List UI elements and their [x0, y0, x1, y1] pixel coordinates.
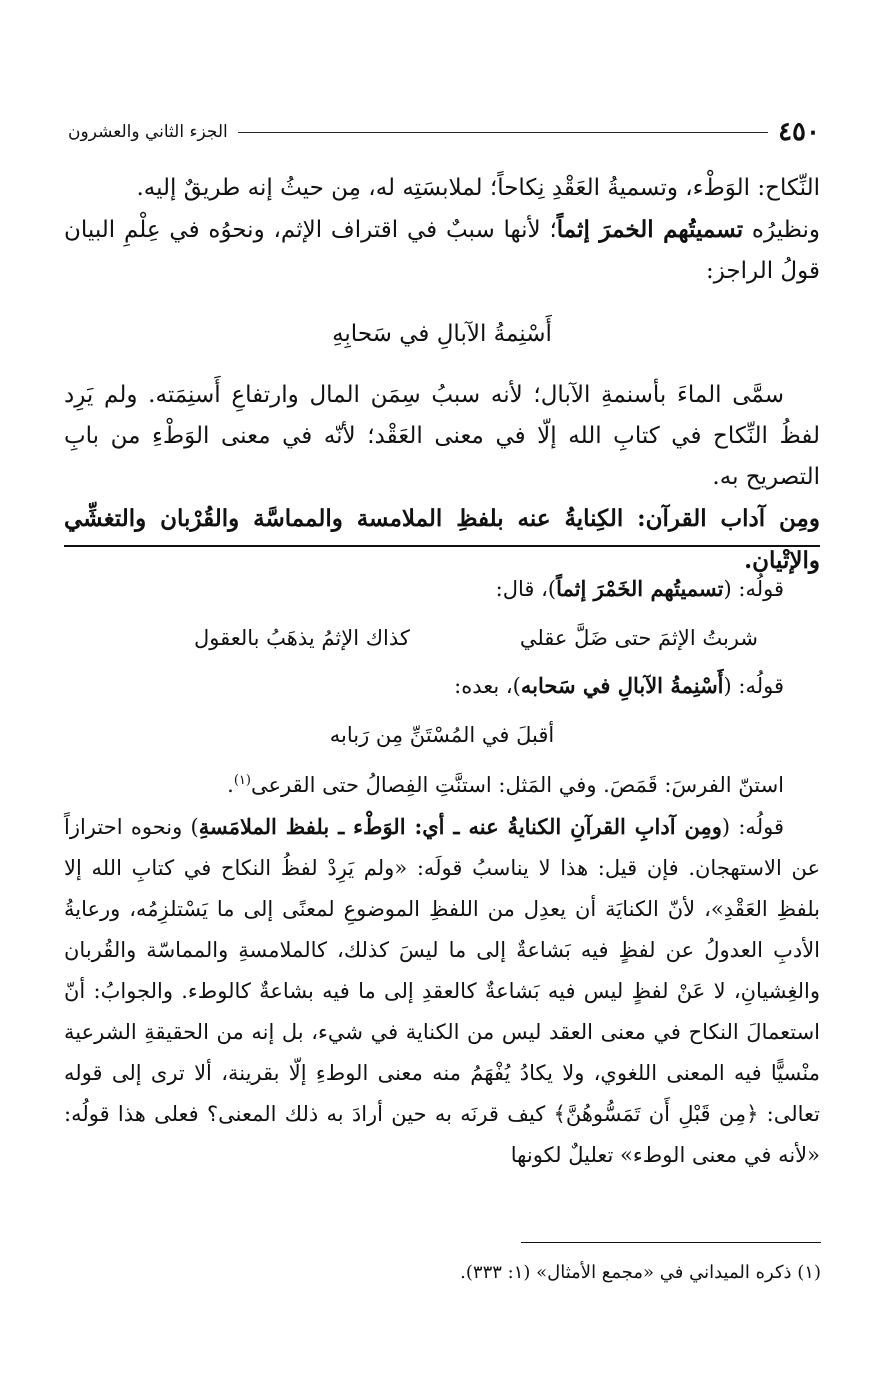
commentary [64, 568, 820, 1176]
main-paragraph-4-bold: الكِنايةُ عنه بلفظِ الملامسة والمماسَّة والقُرْبان والتغشِّي والإتْيان. [64, 505, 820, 574]
commentary-3-end: . [227, 773, 234, 797]
main-paragraph-2-bold: تسميتُهم الخمرَ إثماً [556, 216, 744, 243]
commentary-2-start: قولُه: ( [723, 674, 784, 698]
commentary-2-bold: أَسْنِمةُ الآبالِ في سَحابه [520, 673, 724, 698]
page-number: ٤٥٠ [778, 117, 820, 147]
header-rule [238, 132, 768, 133]
main-text-rule [64, 545, 820, 547]
main-paragraph-2 [64, 209, 820, 292]
footnote: (١) ذكره الميداني في «مجمع الأمثال» (١: ٣٣٣). [460, 1262, 821, 1283]
commentary-3 [64, 760, 820, 806]
main-text [64, 168, 820, 582]
commentary-2 [64, 665, 820, 707]
main-verse: أَسْنِمةُ الآبالِ في سَحابِهِ [332, 321, 552, 347]
footnote-marker[interactable]: (١) [233, 773, 251, 788]
main-paragraph-2-end: ؛ لأنها سببٌ في اقتراف الإثم، ونحوُه في عِلْمِ البيان قولُ الراجز: [64, 217, 820, 284]
commentary-4-bold: ومِن آدابِ القرآنِ الكنايةُ عنه ـ أي: الوَطْء ـ بلفظ الملامَسةِ [198, 814, 722, 839]
page-header [68, 112, 820, 152]
main-paragraph-3: سمَّى الماءَ بأسنمةِ الآبال؛ لأنه سببُ سِمَن المال وارتفاعِ أَسنِمَته. ولم يَرِد لفظُ النِّكاح في كتابِ الله إلّا في معنى العَقْد؛ لأنّه في معنى الوَطْءِ من بابِ التصريح به. [64, 382, 820, 490]
poem-hemistich-left: كذاك الإثمُ يذهَبُ بالعقول [194, 626, 410, 650]
poem-hemistich-right: شربتُ الإثمَ حتى ضَلَّ عقلي [519, 626, 758, 650]
commentary-3-text: استنّ الفرسَ: قَمَصَ. وفي المَثل: استنَّتِ الفِصالُ حتى القرعى [250, 773, 784, 797]
commentary-1 [64, 568, 820, 610]
poem-line [64, 618, 820, 659]
main-paragraph-4-start: ومِن آداب القرآن: [623, 505, 820, 532]
commentary-4-start: قولُه: ( [721, 815, 784, 839]
commentary-1-end: )، قال: [495, 577, 557, 601]
running-title: الجزء الثاني والعشرون [68, 122, 228, 142]
main-paragraph-2-start: ونظيرُه [743, 217, 820, 243]
commentary-4-end: ) ونحوه احترازاً عن الاستهجان. فإن قيل: هذا لا يناسبُ قولَه: «ولم يَرِدْ لفظُ النكاح في كتابِ الله إلا بلفظِ العَقْدِ»، لأنّ الكنايَة أن يعدِل من اللفظِ الموضوعِ لمعنًى إلى ما يَسْتلزِمُه، ورعايةُ الأدبِ العدولُ عن لفظٍ فيه بَشاعةٌ إلى ما ليسَ كذلك، كالملامسةِ والمماسّة والقُربان والغِشيانِ، لا عَنْ لفظٍ ليس فيه بَشاعةٌ كالعقدِ إلى ما فيه بشاعةٌ كالوطء. والجوابُ: أنّ استعمالَ النكاح في معنى العقد ليس من الكناية في شيء، بل إنه من الحقيقةِ الشرعية منْسيًّا فيه المعنى اللغوي، ولا يكادُ يُفْهَمُ منه معنى الوطءِ إلّا بقرينة، ألا ترى إلى قوله تعالى: ﴿مِن قَبْلِ أَن تَمَسُّوهُنَّ﴾ كيف قرنَه به حين أرادَ به ذلك المعنى؟ فعلى هذا قولُه: «لأنه في معنى الوطء» تعليلٌ لكونها [64, 815, 820, 1167]
commentary-1-start: قولُه: ( [723, 577, 784, 601]
footnote-rule [521, 1242, 821, 1243]
commentary-verse: أقبلَ في المُسْتَنِّ مِن رَبابه [329, 723, 555, 747]
commentary-2-end: )، بعده: [454, 674, 521, 698]
main-paragraph-1: النِّكاح: الوَطْء، وتسميةُ العَقْدِ نِكاحاً؛ لملابسَتِه له، مِن حيثُ إنه طريقٌ إليه. [136, 175, 820, 201]
commentary-4 [64, 806, 820, 1176]
commentary-1-bold: تسميتُهم الخَمْرَ إثماً [556, 576, 724, 601]
